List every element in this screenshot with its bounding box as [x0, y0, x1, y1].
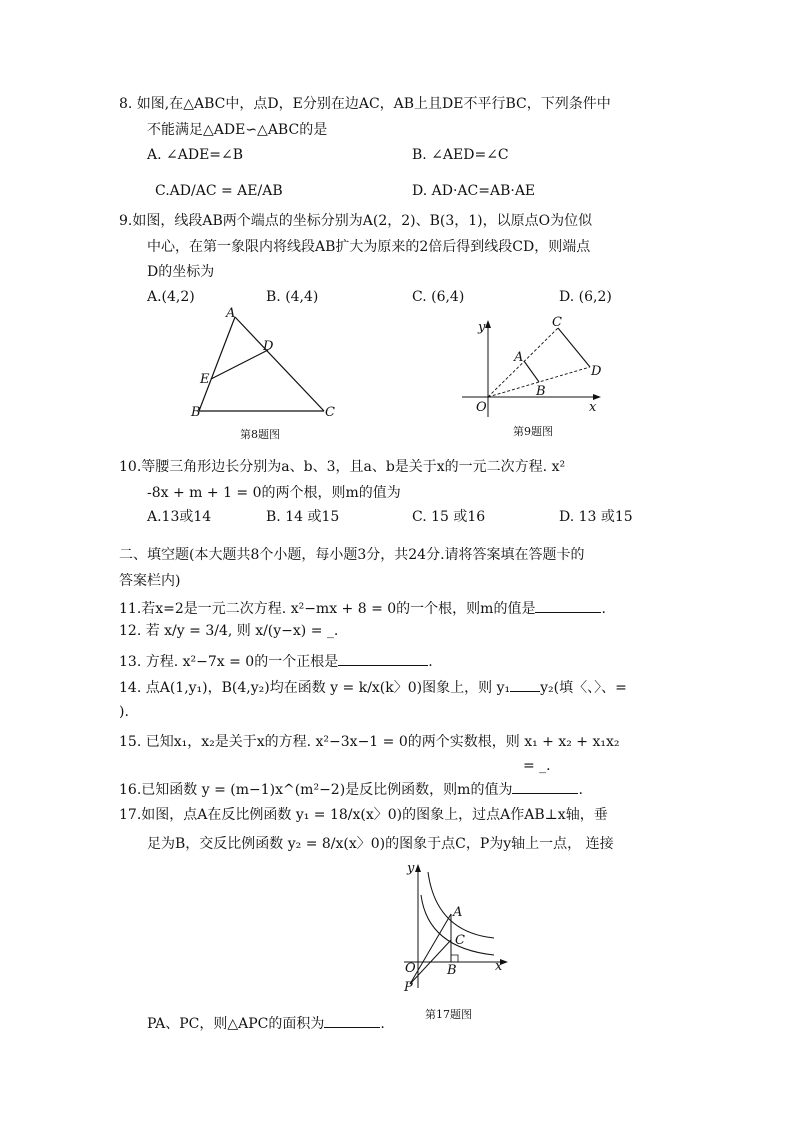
q9-line1: 9.如图，线段AB两个端点的坐标分别为A(2，2)、B(3，1)，以原点O为位似	[119, 213, 593, 229]
q13-line: 13. 方程. x²−7x = 0的一个正根是 .	[119, 651, 433, 671]
q17-line2: 足为B，交反比例函数 y₂ = 8/x(x〉0)的图象于点C，P为y轴上一点， 连接	[147, 836, 614, 852]
q11-answer-blank[interactable]	[535, 598, 601, 613]
fig9-label-o: O	[476, 400, 487, 415]
q10-line1: 10.等腰三角形边长分别为a、b、3，且a、b是关于x的一元二次方程. x²	[119, 459, 566, 475]
fig8-label-a: A	[226, 306, 236, 321]
fig17-label-a: A	[453, 905, 463, 920]
q9-line3: D的坐标为	[147, 264, 215, 280]
fig9-label-c: C	[552, 315, 562, 330]
q14-text: 14. 点A(1,y₁)，B(4,y₂)均在函数 y = k/x(k〉0)图象上，则 y₁	[119, 680, 511, 696]
q17-line3: PA、PC，则△APC的面积为 .	[147, 1013, 385, 1033]
fig17-label-c: C	[455, 933, 465, 948]
q9-option-b: B. (4,4)	[266, 289, 319, 305]
q10-option-a: A.13或14	[147, 509, 212, 525]
q17-text-end: PA、PC，则△APC的面积为	[147, 1016, 325, 1032]
fig9-label-d: D	[591, 364, 602, 379]
q15-line2: = _.	[523, 758, 551, 774]
fig17-label-b: B	[447, 963, 457, 978]
q10-option-c: C. 15 或16	[412, 509, 486, 525]
fig9-label-x: x	[589, 400, 597, 415]
fig8-label-d: D	[263, 339, 274, 354]
q14-line1	[119, 677, 627, 697]
q9-line2: 中心，在第一象限内将线段AB扩大为原来的2倍后得到线段CD，则端点	[147, 239, 591, 255]
figure-17-caption: 第17题图	[425, 1008, 472, 1021]
fig8-label-b: B	[191, 405, 201, 420]
q17-answer-blank[interactable]	[324, 1013, 380, 1028]
q16-line: 16.已知函数 y = (m−1)x^(m²−2)是反比例函数，则m的值为 .	[119, 779, 583, 799]
figure-8-caption: 第8题图	[240, 428, 280, 441]
figure-17-hyperbola-plot	[398, 860, 513, 995]
q9-option-c: C. (6,4)	[412, 289, 465, 305]
section-2-heading-line1: 二、填空题(本大题共8个小题，每小题3分，共24分.请将答案填在答题卡的	[119, 547, 585, 563]
fig17-label-o: O	[405, 961, 416, 976]
q8-option-d: D. AD·AC=AB·AE	[412, 183, 536, 199]
q8-option-a: A. ∠ADE=∠B	[147, 147, 244, 163]
q8-option-c: C.AD/AC = AE/AB	[155, 183, 283, 199]
q9-option-d: D. (6,2)	[559, 289, 612, 305]
q15-line1: 15. 已知x₁，x₂是关于x的方程. x²−3x−1 = 0的两个实数根，则 x₁ + x₂ + x₁x₂	[119, 734, 620, 750]
fig9-label-b: B	[536, 384, 546, 399]
q10-option-d: D. 13 或15	[559, 509, 633, 525]
q16-answer-blank[interactable]	[512, 779, 578, 794]
fig17-label-x: x	[495, 959, 503, 974]
q11-text: 11.若x=2是一元二次方程. x²−mx + 8 = 0的一个根，则m的值是	[119, 601, 536, 617]
q9-option-a: A.(4,2)	[147, 289, 195, 305]
figure-9-caption: 第9题图	[513, 425, 553, 438]
section-2-heading-line2: 答案栏内)	[119, 573, 181, 589]
q14-answer-blank[interactable]	[510, 677, 540, 692]
q14-tail: y₂(填〈、〉、=	[540, 680, 627, 696]
figure-9-coordinate-plane	[460, 315, 610, 420]
q8-line2: 不能满足△ADE∽△ABC的是	[147, 122, 328, 138]
q13-answer-blank[interactable]	[338, 651, 428, 666]
q13-text: 13. 方程. x²−7x = 0的一个正根是	[119, 654, 339, 670]
q11-line: 11.若x=2是一元二次方程. x²−mx + 8 = 0的一个根，则m的值是 .	[119, 598, 606, 618]
figure-8-triangle	[188, 305, 348, 420]
q14-line2: ).	[119, 704, 129, 720]
fig17-label-y: y	[407, 861, 415, 876]
q16-text: 16.已知函数 y = (m−1)x^(m²−2)是反比例函数，则m的值为	[119, 782, 513, 798]
fig8-label-e: E	[200, 372, 210, 387]
q8-line1: 8. 如图,在△ABC中，点D，E分别在边AC，AB上且DE不平行BC，下列条件中	[119, 96, 611, 112]
fig17-label-p: P	[404, 980, 413, 995]
fig9-label-a: A	[514, 350, 524, 365]
q8-option-b: B. ∠AED=∠C	[412, 147, 509, 163]
fig8-label-c: C	[325, 405, 335, 420]
q10-option-b: B. 14 或15	[266, 509, 340, 525]
q10-line2: -8x + m + 1 = 0的两个根，则m的值为	[147, 485, 401, 501]
fig9-label-y: y	[478, 320, 486, 335]
q17-line1: 17.如图，点A在反比例函数 y₁ = 18/x(x〉0)的图象上，过点A作AB⊥x轴，垂	[119, 807, 608, 823]
q12-line: 12. 若 x/y = 3/4, 则 x/(y−x) = _.	[119, 623, 339, 639]
